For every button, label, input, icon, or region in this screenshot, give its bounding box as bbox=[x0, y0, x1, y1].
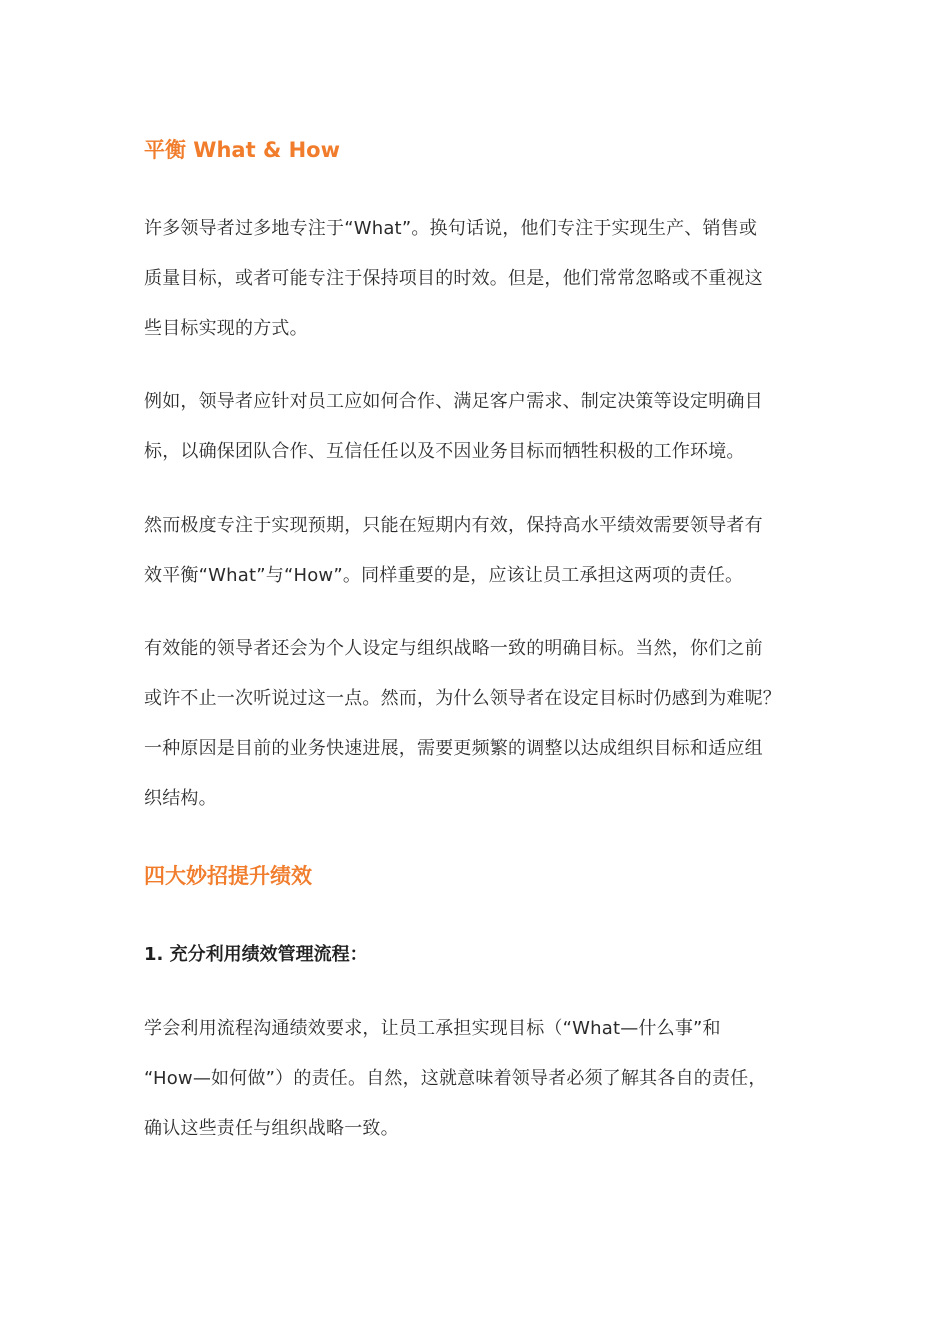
text-line: 学会利用流程沟通绩效要求，让员工承担实现目标（“What—什么事”和 bbox=[144, 1018, 721, 1039]
text-line: 些目标实现的方式。 bbox=[144, 318, 308, 339]
text-line: 确认这些责任与组织战略一致。 bbox=[144, 1118, 399, 1139]
text-line: 质量目标，或者可能专注于保持项目的时效。但是，他们常常忽略或不重视这 bbox=[144, 268, 763, 289]
text-line: “How—如何做”）的责任。自然，这就意味着领导者必须了解其各自的责任， bbox=[144, 1068, 767, 1089]
paragraph-example bbox=[144, 377, 814, 477]
text-line: 然而极度专注于实现预期，只能在短期内有效，保持高水平绩效需要领导者有 bbox=[144, 515, 763, 536]
paragraph-process bbox=[144, 1004, 814, 1154]
section-title-four-tips: 四大妙招提升绩效 bbox=[144, 864, 312, 888]
text-line: 或许不止一次听说过这一点。然而，为什么领导者在设定目标时仍感到为难呢？ bbox=[144, 688, 781, 709]
text-line: 一种原因是目前的业务快速进展，需要更频繁的调整以达成组织目标和适应组 bbox=[144, 738, 763, 759]
item-title-performance-process: 1. 充分利用绩效管理流程： bbox=[144, 944, 368, 965]
text-line: 织结构。 bbox=[144, 788, 217, 809]
section-title-balance: 平衡 What & How bbox=[144, 138, 340, 162]
text-line: 有效能的领导者还会为个人设定与组织战略一致的明确目标。当然，你们之前 bbox=[144, 638, 763, 659]
text-line: 效平衡“What”与“How”。同样重要的是，应该让员工承担这两项的责任。 bbox=[144, 565, 744, 586]
text-line: 例如，领导者应针对员工应如何合作、满足客户需求、制定决策等设定明确目 bbox=[144, 391, 763, 412]
text-line: 许多领导者过多地专注于“What”。换句话说，他们专注于实现生产、销售或 bbox=[144, 218, 758, 239]
paragraph-balance bbox=[144, 501, 814, 601]
paragraph-goals bbox=[144, 624, 814, 824]
paragraph-what-focus bbox=[144, 204, 814, 354]
text-line: 标，以确保团队合作、互信任任以及不因业务目标而牺牲积极的工作环境。 bbox=[144, 441, 745, 462]
